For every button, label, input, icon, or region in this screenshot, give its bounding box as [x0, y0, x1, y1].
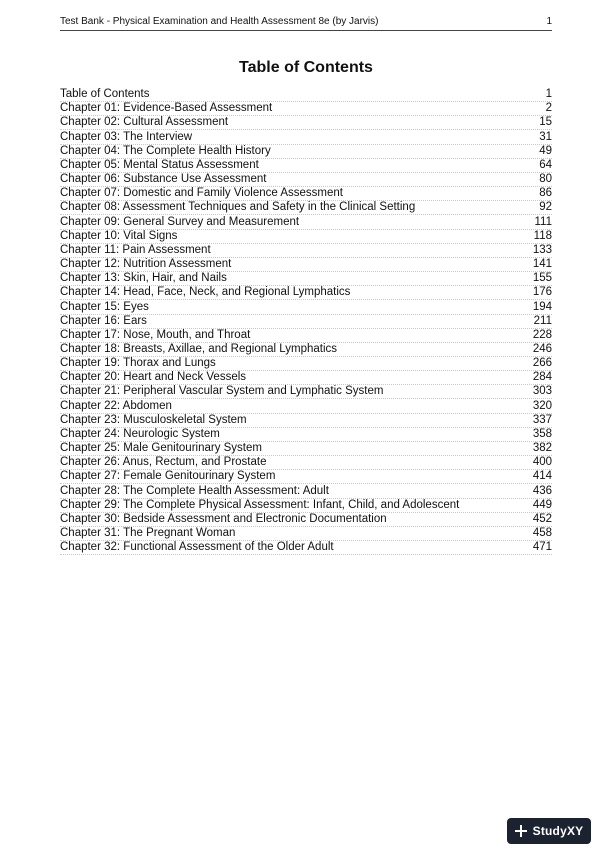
- toc-entry-label: Chapter 03: The Interview: [60, 130, 193, 143]
- toc-entry[interactable]: [60, 357, 552, 371]
- toc-entry-page: 155: [532, 272, 552, 285]
- badge-text: StudyXY: [532, 824, 584, 838]
- toc-entry[interactable]: [60, 130, 552, 144]
- toc-entry-page: 176: [532, 286, 552, 299]
- toc-entry-label: Chapter 18: Breasts, Axillae, and Regional Lymphatics: [60, 342, 338, 355]
- toc-entry-label: Chapter 21: Peripheral Vascular System and Lymphatic System: [60, 385, 384, 398]
- toc-entry-page: 118: [533, 229, 552, 242]
- toc-entry-label: Chapter 10: Vital Signs: [60, 229, 178, 242]
- toc-entry-label: Chapter 25: Male Genitourinary System: [60, 442, 262, 455]
- toc-entry[interactable]: [60, 272, 552, 286]
- toc-entry[interactable]: [60, 385, 552, 399]
- toc-entry[interactable]: [60, 315, 552, 329]
- toc-entry-page: 133: [532, 243, 552, 256]
- toc-entry[interactable]: [60, 300, 552, 314]
- studyxy-badge[interactable]: [507, 818, 591, 844]
- toc-entry-label: Chapter 17: Nose, Mouth, and Throat: [60, 328, 251, 341]
- toc-entry-page: 471: [532, 541, 552, 554]
- toc-entry-page: 194: [532, 300, 552, 313]
- toc-entry[interactable]: [60, 371, 552, 385]
- toc-entry-label: Table of Contents: [60, 88, 150, 101]
- document-title: Test Bank - Physical Examination and Health Assessment 8e (by Jarvis): [60, 16, 379, 27]
- toc-entry[interactable]: [60, 215, 552, 229]
- toc-entry-label: Chapter 04: The Complete Health History: [60, 144, 271, 157]
- toc-entry[interactable]: [60, 201, 552, 215]
- toc-entry[interactable]: [60, 230, 552, 244]
- toc-entry-label: Chapter 16: Ears: [60, 314, 147, 327]
- toc-entry-label: Chapter 31: The Pregnant Woman: [60, 527, 236, 539]
- toc-entry-page: 400: [532, 456, 552, 469]
- toc-entry-page: 15: [539, 116, 552, 129]
- header-page-number: 1: [546, 16, 552, 27]
- toc-entry-label: Chapter 32: Functional Assessment of the Older Adult: [60, 541, 334, 554]
- toc-entry[interactable]: [60, 116, 552, 130]
- toc-entry-page: 1: [545, 88, 552, 101]
- toc-entry-label: Chapter 29: The Complete Physical Assessment: Infant, Child, and Adolescent: [60, 498, 460, 511]
- toc-entry-label: Chapter 13: Skin, Hair, and Nails: [60, 272, 227, 285]
- toc-entry[interactable]: [60, 428, 552, 442]
- toc-entry[interactable]: [60, 343, 552, 357]
- toc-entry-label: Chapter 01: Evidence-Based Assessment: [60, 102, 273, 115]
- toc-entry-label: Chapter 05: Mental Status Assessment: [60, 158, 259, 171]
- toc-entry-page: 303: [532, 385, 552, 398]
- toc-entry-label: Chapter 08: Assessment Techniques and Safety in the Clinical Setting: [60, 201, 416, 214]
- toc-entry-label: Chapter 02: Cultural Assessment: [60, 116, 229, 129]
- toc-entry-label: Chapter 22: Abdomen: [60, 399, 172, 412]
- plus-icon: [515, 825, 527, 837]
- toc-entry-label: Chapter 27: Female Genitourinary System: [60, 470, 276, 483]
- toc-entry[interactable]: [60, 329, 552, 343]
- toc-entry-page: 111: [534, 215, 552, 228]
- toc-entry-page: 141: [532, 258, 552, 271]
- toc-entry[interactable]: [60, 399, 552, 413]
- toc-entry-label: Chapter 11: Pain Assessment: [60, 243, 211, 256]
- toc-entry-page: 320: [532, 399, 552, 412]
- toc-entry[interactable]: [60, 173, 552, 187]
- toc-entry-page: 458: [532, 527, 552, 539]
- toc-entry-page: 337: [532, 413, 552, 426]
- toc-entry-page: 246: [532, 342, 552, 355]
- toc-entry-page: 449: [532, 498, 552, 511]
- toc-entry-page: 284: [532, 371, 552, 384]
- toc-entry-page: 2: [545, 102, 552, 115]
- toc-entry-page: 31: [539, 130, 552, 143]
- toc-entry[interactable]: [60, 499, 552, 513]
- toc-entry-label: Chapter 23: Musculoskeletal System: [60, 413, 247, 426]
- toc-entry[interactable]: [60, 456, 552, 470]
- toc-entry[interactable]: [60, 442, 552, 456]
- toc-entry[interactable]: [60, 541, 552, 555]
- toc-entry[interactable]: [60, 414, 552, 428]
- toc-entry[interactable]: [60, 88, 552, 102]
- toc-entry[interactable]: [60, 470, 552, 484]
- toc-entry-page: 49: [539, 144, 552, 157]
- toc-entry[interactable]: [60, 102, 552, 116]
- toc-entry[interactable]: [60, 187, 552, 201]
- toc-entry-page: 92: [539, 201, 552, 214]
- toc-list: [60, 88, 552, 555]
- toc-entry-page: 382: [532, 442, 552, 455]
- toc-entry-label: Chapter 09: General Survey and Measurement: [60, 215, 300, 228]
- toc-entry-page: 436: [532, 484, 552, 497]
- toc-entry[interactable]: [60, 527, 552, 541]
- toc-entry-page: 266: [532, 357, 552, 370]
- toc-title: Table of Contents: [239, 59, 373, 76]
- toc-entry-page: 452: [532, 512, 552, 525]
- toc-entry-label: Chapter 20: Heart and Neck Vessels: [60, 371, 247, 384]
- toc-entry-label: Chapter 07: Domestic and Family Violence Assessment: [60, 187, 343, 200]
- toc-entry[interactable]: [60, 484, 552, 498]
- toc-entry[interactable]: [60, 258, 552, 272]
- toc-entry-page: 228: [532, 328, 552, 341]
- toc-entry[interactable]: [60, 513, 552, 527]
- toc-entry-label: Chapter 24: Neurologic System: [60, 427, 220, 440]
- toc-entry-label: Chapter 26: Anus, Rectum, and Prostate: [60, 456, 267, 469]
- toc-entry[interactable]: [60, 159, 552, 173]
- toc-entry-page: 414: [532, 470, 552, 483]
- toc-entry-label: Chapter 30: Bedside Assessment and Electronic Documentation: [60, 512, 387, 525]
- toc-entry-label: Chapter 28: The Complete Health Assessment: Adult: [60, 484, 329, 497]
- toc-entry-page: 211: [533, 314, 552, 327]
- toc-entry-label: Chapter 19: Thorax and Lungs: [60, 357, 216, 370]
- toc-entry-page: 358: [532, 427, 552, 440]
- toc-entry-label: Chapter 14: Head, Face, Neck, and Regional Lymphatics: [60, 286, 351, 299]
- toc-entry[interactable]: [60, 145, 552, 159]
- toc-entry-page: 86: [539, 187, 552, 200]
- toc-entry[interactable]: [60, 286, 552, 300]
- toc-entry-page: 64: [539, 158, 552, 171]
- toc-entry-label: Chapter 06: Substance Use Assessment: [60, 173, 267, 186]
- page-header: [60, 16, 552, 31]
- toc-entry-label: Chapter 12: Nutrition Assessment: [60, 258, 232, 271]
- toc-entry-page: 80: [539, 173, 552, 186]
- toc-entry[interactable]: [60, 244, 552, 258]
- toc-entry-label: Chapter 15: Eyes: [60, 300, 149, 313]
